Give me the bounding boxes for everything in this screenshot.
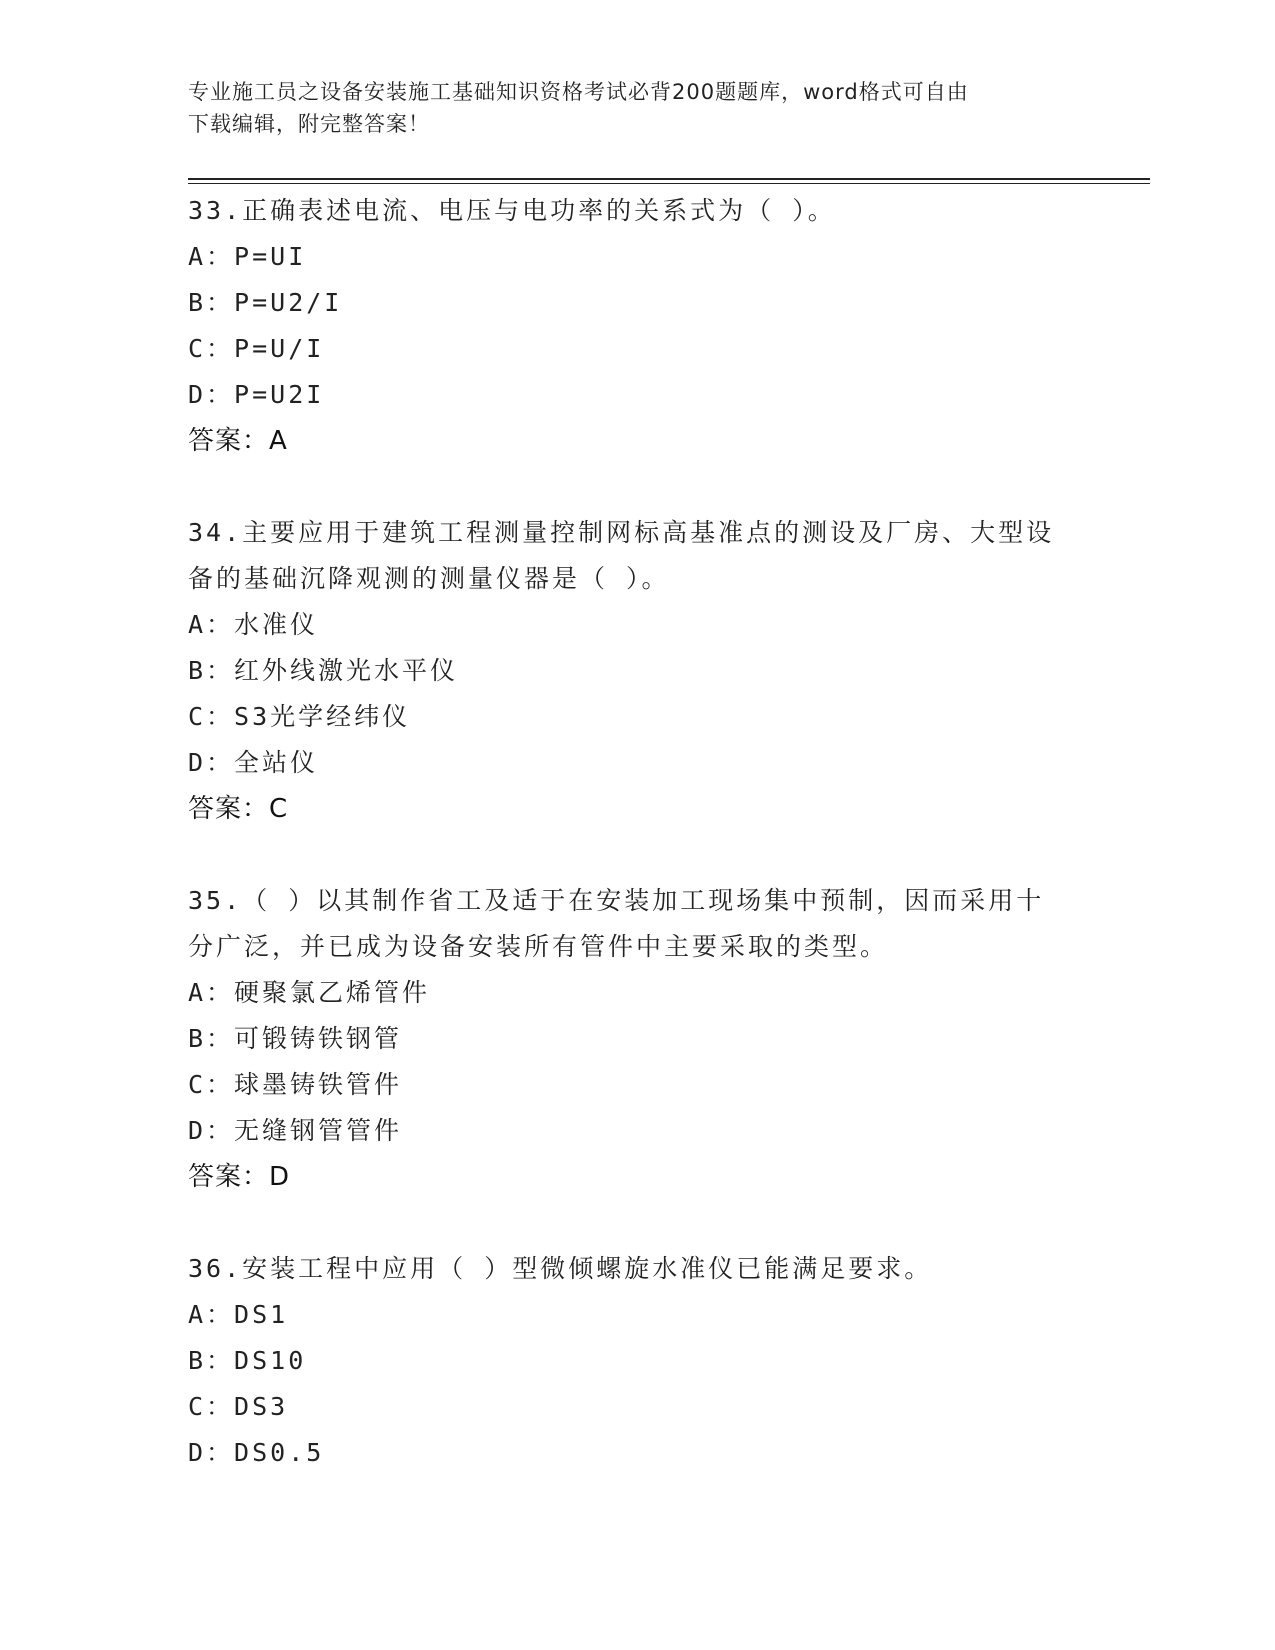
document-header <box>188 76 1068 140</box>
question-34 <box>188 510 1088 832</box>
question-stem-line-2: 分广泛，并已成为设备安装所有管件中主要采取的类型。 <box>188 932 889 961</box>
option-b: B：可锻铸铁钢管 <box>188 1024 403 1053</box>
header-divider-thick <box>188 178 1150 180</box>
option-d: D：P=U2I <box>188 380 325 409</box>
option-a: A：P=UI <box>188 242 307 271</box>
question-list <box>188 188 1088 1522</box>
option-a: A：DS1 <box>188 1300 289 1329</box>
question-stem-line-2: 备的基础沉降观测的测量仪器是（ ）。 <box>188 564 670 593</box>
header-divider-thin <box>188 183 1150 184</box>
question-33 <box>188 188 1088 464</box>
option-d: D：全站仪 <box>188 748 319 777</box>
option-b: B：P=U2/I <box>188 288 343 317</box>
answer-key: 答案：A <box>188 426 288 456</box>
answer-key: 答案：D <box>188 1162 291 1192</box>
question-stem-line-1: 35.（ ）以其制作省工及适于在安装加工现场集中预制，因而采用十 <box>188 886 1045 915</box>
header-line-1: 专业施工员之设备安装施工基础知识资格考试必背200题题库，word格式可自由 <box>188 80 969 104</box>
option-d: D：无缝钢管管件 <box>188 1116 403 1145</box>
question-35 <box>188 878 1088 1200</box>
answer-key: 答案：C <box>188 794 289 824</box>
option-c: C：DS3 <box>188 1392 289 1421</box>
option-c: C：球墨铸铁管件 <box>188 1070 403 1099</box>
option-b: B：红外线激光水平仪 <box>188 656 459 685</box>
header-line-2: 下载编辑，附完整答案！ <box>188 112 430 136</box>
option-b: B：DS10 <box>188 1346 307 1375</box>
option-d: D：DS0.5 <box>188 1438 325 1467</box>
question-stem: 36.安装工程中应用（ ）型微倾螺旋水准仪已能满足要求。 <box>188 1254 933 1283</box>
question-stem-line-1: 34.主要应用于建筑工程测量控制网标高基准点的测设及厂房、大型设 <box>188 518 1055 547</box>
option-a: A：水准仪 <box>188 610 319 639</box>
question-36 <box>188 1246 1088 1476</box>
option-c: C：P=U/I <box>188 334 325 363</box>
option-a: A：硬聚氯乙烯管件 <box>188 978 431 1007</box>
question-stem: 33.正确表述电流、电压与电功率的关系式为（ ）。 <box>188 196 836 225</box>
option-c: C：S3光学经纬仪 <box>188 702 411 731</box>
